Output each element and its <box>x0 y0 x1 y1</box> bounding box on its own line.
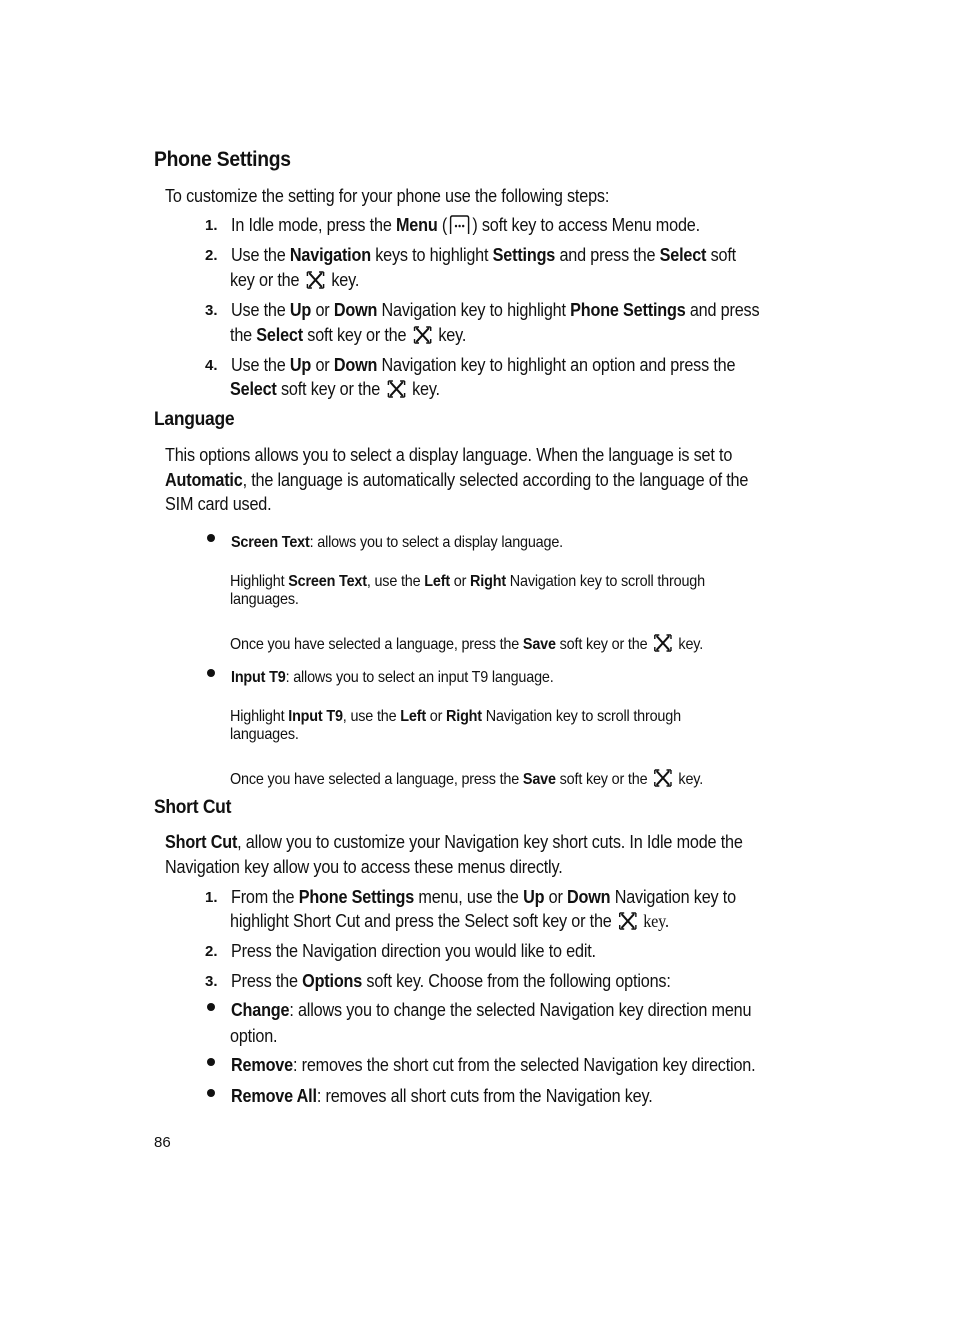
page-number: 86 <box>154 1134 171 1151</box>
select-key-icon <box>619 912 637 930</box>
step-1-text: In Idle mode, press the Menu ( ) soft key to access Menu mode. <box>231 215 700 235</box>
language-paragraph-line: SIM card used. <box>165 494 272 514</box>
step-number: 1. <box>205 217 218 234</box>
step-4-text-cont: Select soft key or the key. <box>230 379 440 399</box>
step-3-text: Use the Up or Down Navigation key to highlight Phone Settings and press <box>231 300 760 320</box>
step-number: 2. <box>205 247 218 264</box>
select-key-icon <box>413 326 431 344</box>
bullet <box>207 669 215 677</box>
select-key-icon <box>306 271 324 289</box>
intro-text: To customize the setting for your phone use the following steps: <box>165 186 610 206</box>
step-number: 3. <box>205 973 218 990</box>
select-key-icon <box>387 380 405 398</box>
step-3-text-cont: the Select soft key or the key. <box>230 325 467 345</box>
shortcut-step-2: Press the Navigation direction you would like to edit. <box>231 941 596 961</box>
step-number: 2. <box>205 943 218 960</box>
step-number: 4. <box>205 357 218 374</box>
step-number: 3. <box>205 302 218 319</box>
select-key-icon <box>654 769 672 787</box>
option-remove-all: Remove All: removes all short cuts from the Navigation key. <box>231 1086 653 1106</box>
option-remove: Remove: removes the short cut from the selected Navigation key direction. <box>231 1055 756 1075</box>
select-key-icon <box>654 634 672 652</box>
menu-soft-key-icon <box>448 214 471 236</box>
language-paragraph-line: This options allows you to select a display language. When the language is set to <box>165 445 733 465</box>
bullet <box>207 1058 215 1066</box>
screen-text-highlight-cont: languages. <box>230 591 299 608</box>
screen-text-highlight: Highlight Screen Text, use the Left or Right Navigation key to scroll through <box>230 573 705 590</box>
shortcut-paragraph-line: Navigation key allow you to access these menus directly. <box>165 857 563 877</box>
step-2-text: Use the Navigation keys to highlight Settings and press the Select soft <box>231 245 736 265</box>
shortcut-step-3: Press the Options soft key. Choose from the following options: <box>231 971 671 991</box>
input-t9-highlight-cont: languages. <box>230 726 299 743</box>
input-t9-highlight: Highlight Input T9, use the Left or Right Navigation key to scroll through <box>230 708 681 725</box>
step-2-text-cont: key or the key. <box>230 270 360 290</box>
shortcut-step-1: From the Phone Settings menu, use the Up or Down Navigation key to <box>231 887 736 907</box>
option-change: Change: allows you to change the selected Navigation key direction menu <box>231 1000 752 1020</box>
step-number: 1. <box>205 889 218 906</box>
screen-text-save: Once you have selected a language, press the Save soft key or the key. <box>230 636 704 653</box>
option-change-cont: option. <box>230 1026 278 1046</box>
shortcut-paragraph-line: Short Cut, allow you to customize your Navigation key short cuts. In Idle mode the <box>165 832 743 852</box>
page-title: Phone Settings <box>154 148 291 171</box>
bullet <box>207 534 215 542</box>
bullet-screen-text: Screen Text: allows you to select a display language. <box>231 534 564 551</box>
input-t9-save: Once you have selected a language, press the Save soft key or the key. <box>230 771 704 788</box>
section-heading-language: Language <box>154 409 235 430</box>
step-4-text: Use the Up or Down Navigation key to highlight an option and press the <box>231 355 736 375</box>
language-paragraph-line: Automatic, the language is automatically selected according to the language of the <box>165 470 749 490</box>
shortcut-step-1-cont: highlight Short Cut and press the Select soft key or the key. <box>230 911 669 931</box>
bullet <box>207 1003 215 1011</box>
section-heading-short-cut: Short Cut <box>154 797 232 818</box>
bullet <box>207 1089 215 1097</box>
bullet-input-t9: Input T9: allows you to select an input T9 language. <box>231 669 554 686</box>
